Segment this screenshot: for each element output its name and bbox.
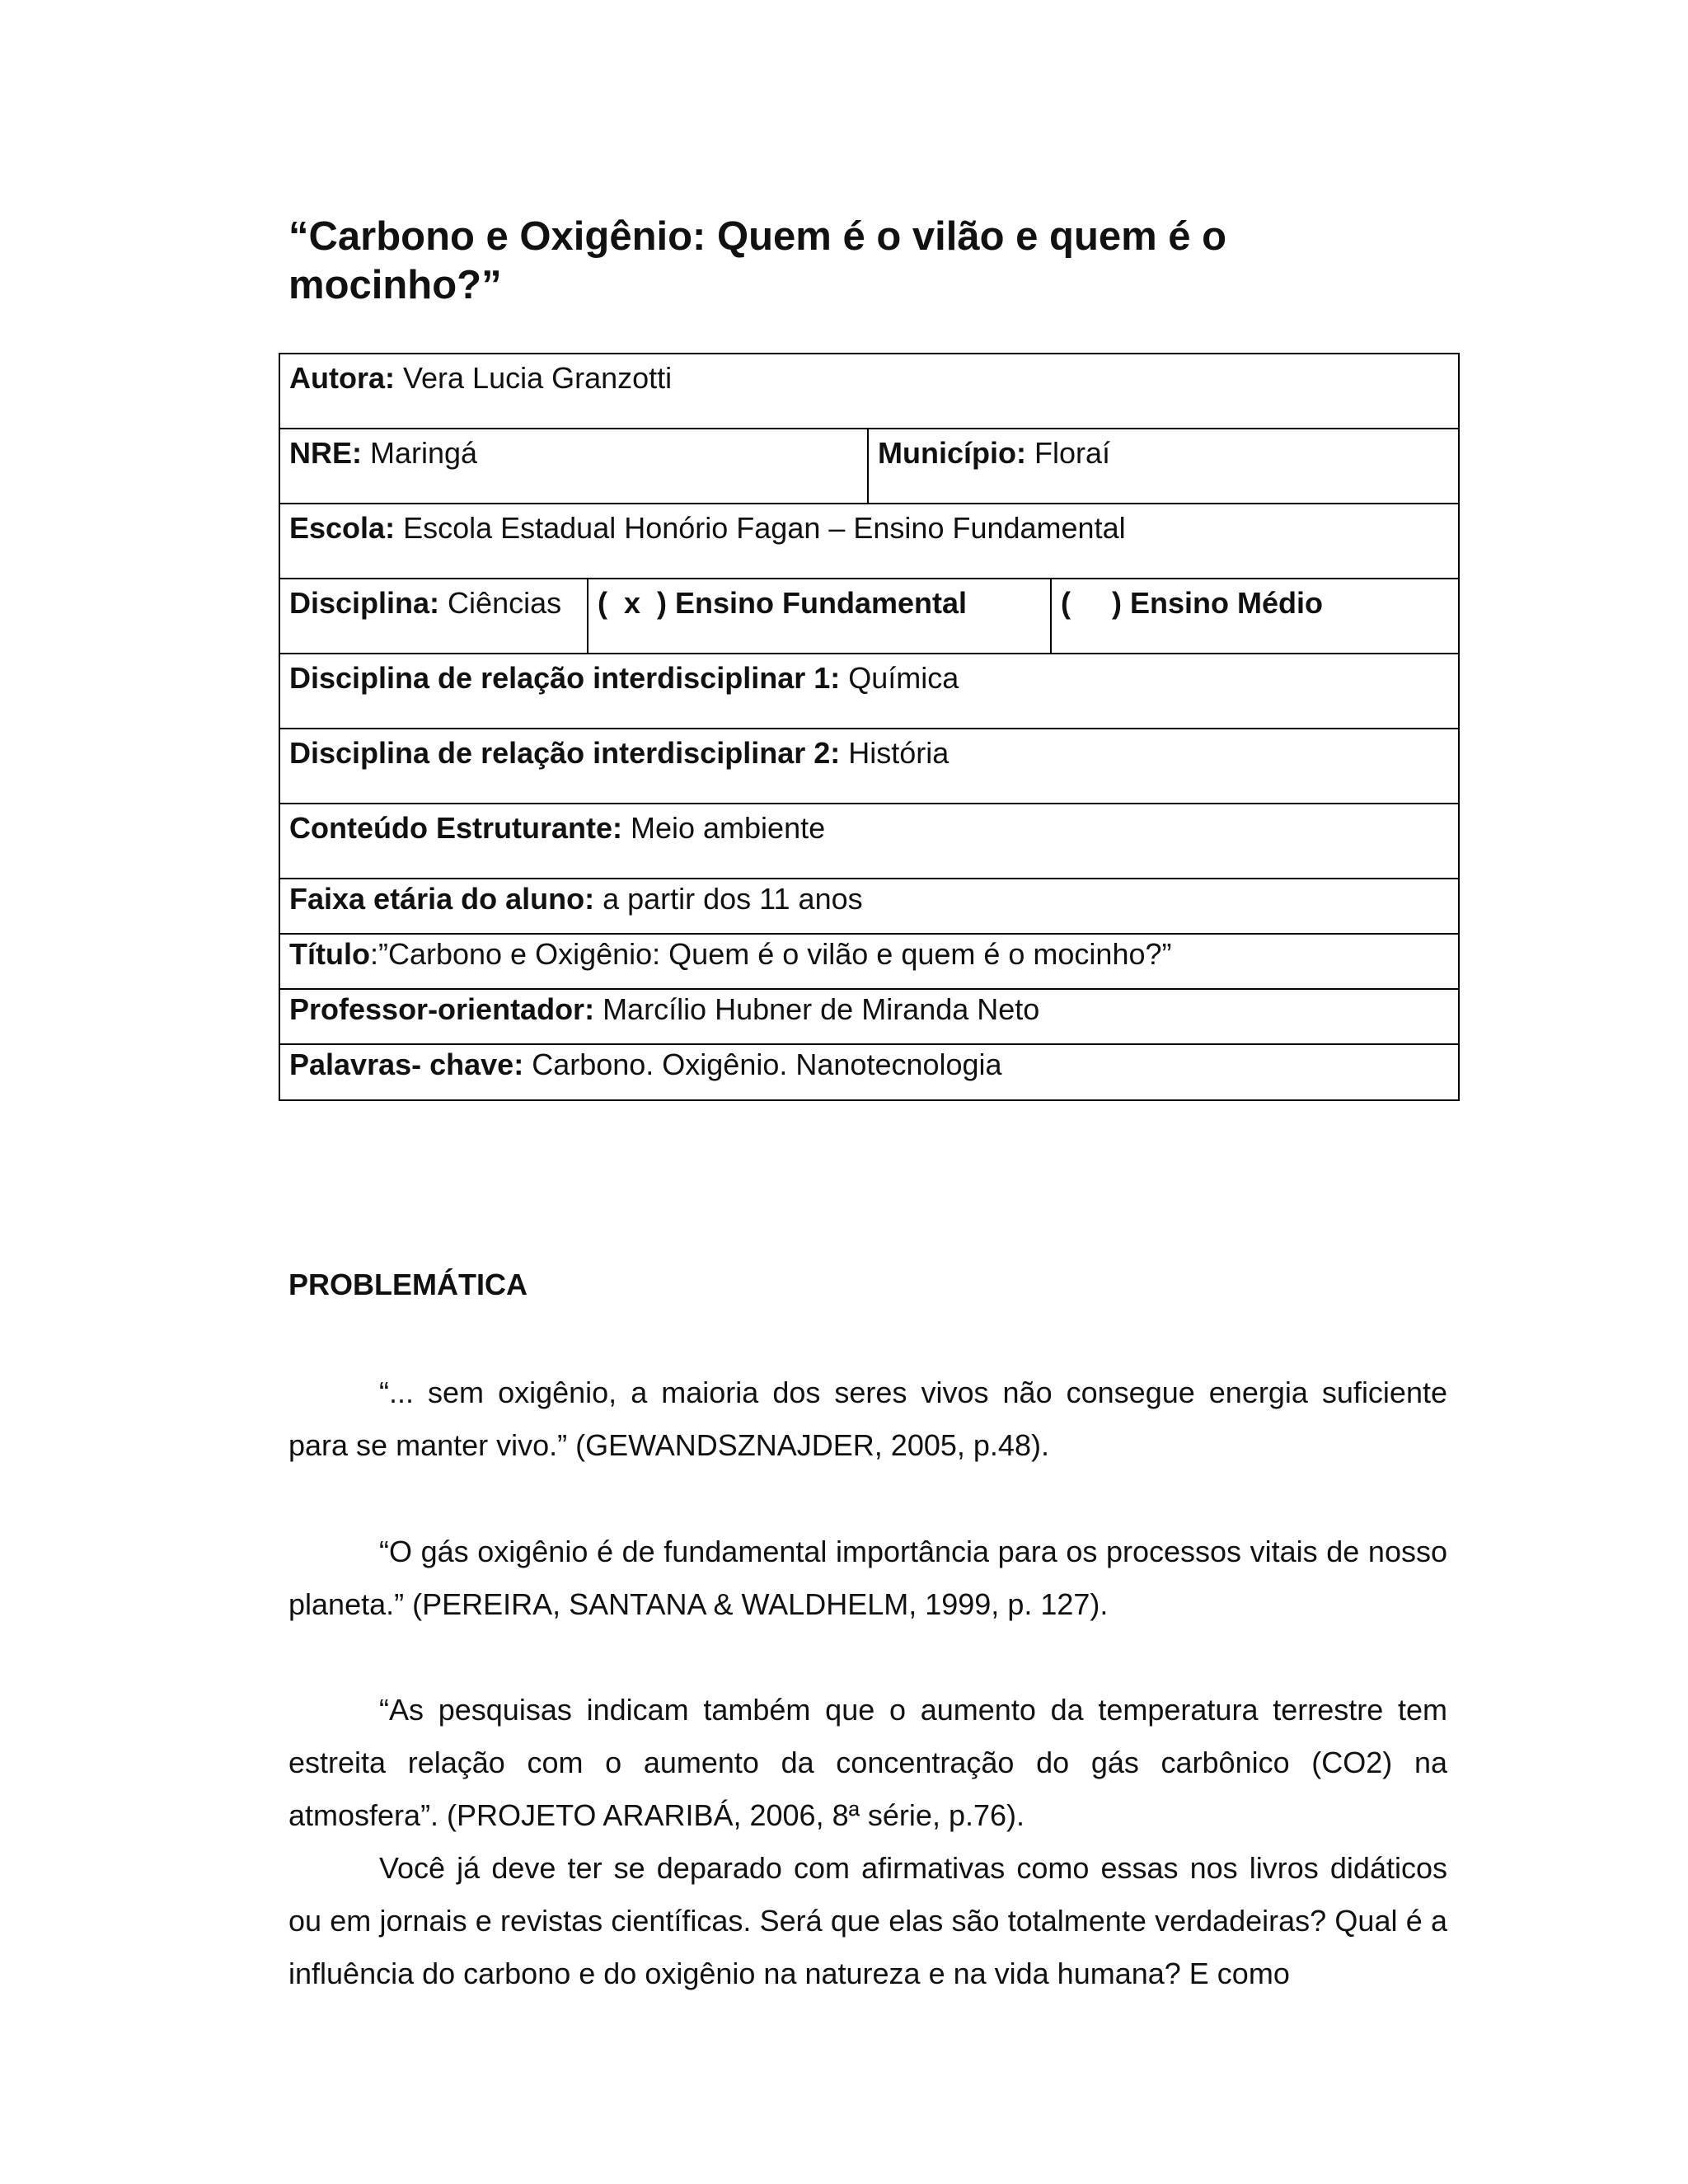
row-conteudo: [279, 804, 1459, 879]
row-faixa-etaria: [279, 879, 1459, 934]
cell-autora: [279, 354, 1459, 429]
cell-titulo: [279, 934, 1459, 989]
interdisciplinar-1-label: Disciplina de relação interdisciplinar 1:: [289, 661, 841, 695]
cell-faixa-etaria: [279, 879, 1459, 934]
interdisciplinar-2-value: História: [840, 736, 950, 770]
nre-label: NRE:: [289, 436, 362, 470]
escola-label: Escola:: [289, 511, 396, 545]
nre-value: Maringá: [362, 436, 478, 470]
interdisciplinar-1-value: Química: [840, 661, 959, 695]
row-disciplina: [279, 579, 1459, 654]
row-autora: [279, 354, 1459, 429]
row-professor: [279, 989, 1459, 1044]
interdisciplinar-2-label: Disciplina de relação interdisciplinar 2:: [289, 736, 841, 770]
paragraph-quote-3: “As pesquisas indicam também que o aumento da temperatura terrestre tem estreita relação com o aumento da concentração do gás carbônico (CO2) na atmosfera”. (PROJETO ARARIBÁ, 2006, 8ª série, p.76).: [288, 1693, 1447, 1832]
cell-nre: [279, 429, 868, 504]
conteudo-value: Meio ambiente: [621, 811, 826, 845]
cell-palavras-chave: [279, 1044, 1459, 1100]
row-interdisciplinar-2: [279, 729, 1459, 804]
row-palavras-chave: [279, 1044, 1459, 1100]
palavras-chave-label: Palavras- chave:: [289, 1047, 524, 1081]
cell-municipio: [868, 429, 1459, 504]
paragraph-quote-2: “O gás oxigênio é de fundamental importância para os processos vitais de nosso planeta.” (PEREIRA, SANTANA & WALDHELM, 1999, p. 127).: [288, 1535, 1447, 1621]
row-nre-municipio: [279, 429, 1459, 504]
ensino-medio-option: ( ) Ensino Médio: [1061, 586, 1323, 620]
cell-disciplina: [279, 579, 588, 654]
paragraph-body: Você já deve ter se deparado com afirmativas como essas nos livros didáticos ou em jornais e revistas científicas. Será que elas são totalmente verdadeiras? Qual é a influência do carbono e do oxigênio na natureza e na vida humana? E como: [288, 1851, 1447, 1990]
titulo-label: Título: [289, 937, 370, 971]
professor-value: Marcílio Hubner de Miranda Neto: [594, 992, 1040, 1026]
cell-interdisciplinar-2: [279, 729, 1459, 804]
cell-escola: [279, 504, 1459, 579]
disciplina-value: Ciências: [439, 586, 562, 620]
paragraph-quote-1: “... sem oxigênio, a maioria dos seres vivos não consegue energia suficiente para se manter vivo.” (GEWANDSZNAJDER, 2005, p.48).: [288, 1376, 1447, 1462]
faixa-etaria-label: Faixa etária do aluno:: [289, 882, 595, 916]
titulo-value: :”Carbono e Oxigênio: Quem é o vilão e quem é o mocinho?”: [369, 937, 1172, 971]
palavras-chave-value: Carbono. Oxigênio. Nanotecnologia: [523, 1047, 1002, 1081]
cell-interdisciplinar-1: [279, 654, 1459, 729]
ensino-fundamental-option: ( x ) Ensino Fundamental: [598, 586, 968, 620]
row-interdisciplinar-1: [279, 654, 1459, 729]
municipio-label: Município:: [878, 436, 1026, 470]
document-title: “Carbono e Oxigênio: Quem é o vilão e quem é o mocinho?”: [288, 214, 1227, 307]
cell-ensino-medio: [1051, 579, 1459, 654]
row-titulo: [279, 934, 1459, 989]
section-heading: PROBLEMÁTICA: [288, 1268, 528, 1301]
autora-value: Vera Lucia Granzotti: [395, 361, 673, 395]
escola-value: Escola Estadual Honório Fagan – Ensino Fundamental: [395, 511, 1126, 545]
row-escola: [279, 504, 1459, 579]
autora-label: Autora:: [289, 361, 395, 395]
conteudo-label: Conteúdo Estruturante:: [289, 811, 622, 845]
cell-ensino-fundamental: [588, 579, 1051, 654]
municipio-value: Floraí: [1025, 436, 1110, 470]
cell-professor: [279, 989, 1459, 1044]
professor-label: Professor-orientador:: [289, 992, 595, 1026]
faixa-etaria-value: a partir dos 11 anos: [594, 882, 863, 916]
cell-conteudo: [279, 804, 1459, 879]
disciplina-label: Disciplina:: [289, 586, 440, 620]
project-info-table: [279, 353, 1460, 1101]
